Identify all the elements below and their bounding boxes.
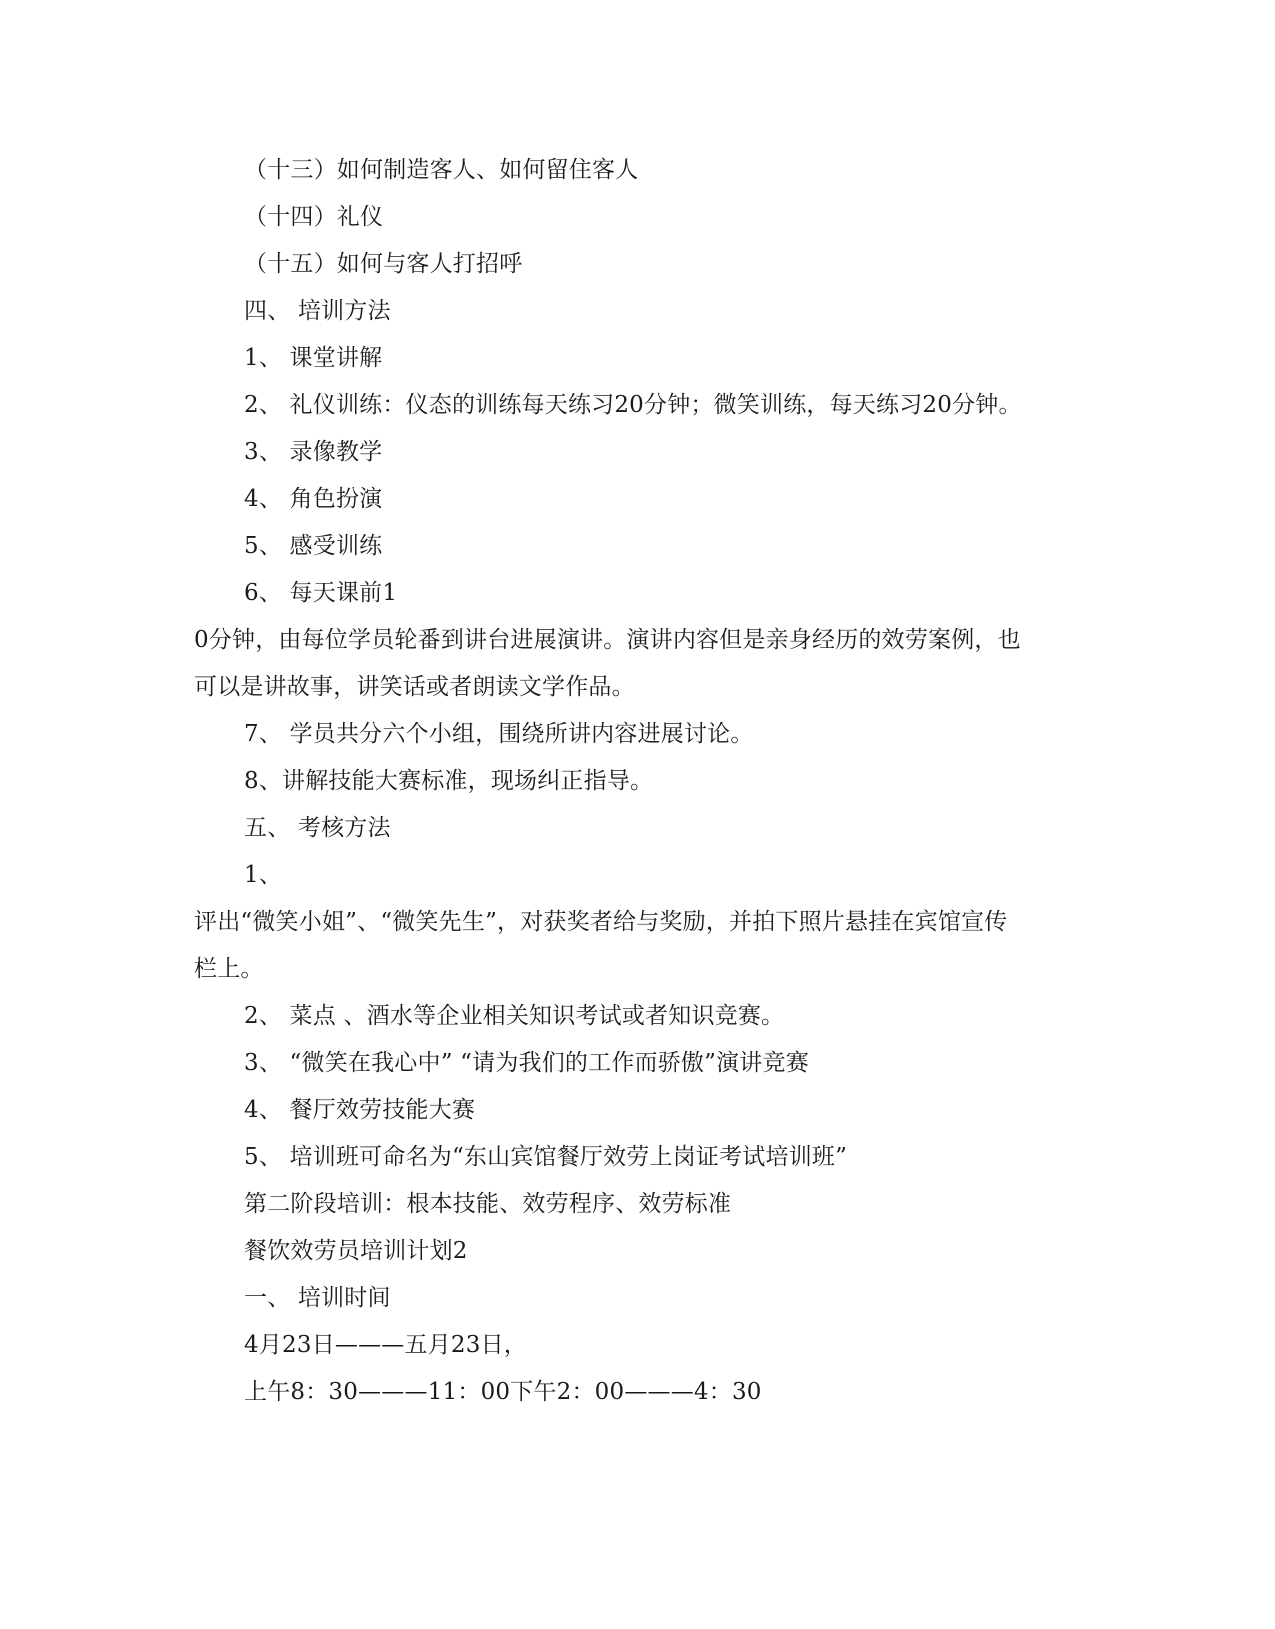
method-item-6-continuation: 0分钟，由每位学员轮番到讲台进展演讲。演讲内容但是亲身经历的效劳案例，也 [194, 627, 1021, 653]
method-item-8: 8、讲解技能大赛标准，现场纠正指导。 [244, 768, 654, 794]
line-item-15: （十五）如何与客人打招呼 [244, 251, 523, 277]
method-item-4: 4、 角色扮演 [244, 486, 383, 512]
method-item-5: 5、 感受训练 [244, 533, 383, 559]
section-heading-assessment-methods: 五、 考核方法 [244, 815, 391, 841]
stage-two-heading: 第二阶段培训：根本技能、效劳程序、效劳标准 [244, 1191, 732, 1217]
section-heading-training-methods: 四、 培训方法 [244, 298, 391, 324]
assessment-item-4: 4、 餐厅效劳技能大赛 [244, 1097, 476, 1123]
section-heading-training-time: 一、 培训时间 [244, 1285, 391, 1311]
method-item-1: 1、 课堂讲解 [244, 345, 383, 371]
assessment-item-2: 2、 菜点 、酒水等企业相关知识考试或者知识竞赛。 [244, 1003, 785, 1029]
method-item-3: 3、 录像教学 [244, 439, 383, 465]
assessment-item-1-continuation-2: 栏上。 [194, 956, 264, 982]
assessment-item-3: 3、 “微笑在我心中” “请为我们的工作而骄傲”演讲竞赛 [244, 1050, 809, 1076]
method-item-7: 7、 学员共分六个小组，围绕所讲内容进展讨论。 [244, 721, 754, 747]
assessment-item-1: 1、 [244, 862, 283, 888]
training-hours: 上午8：30———11：00下午2：00———4：30 [244, 1379, 762, 1405]
plan-2-title: 餐饮效劳员培训计划2 [244, 1238, 468, 1264]
method-item-6: 6、 每天课前1 [244, 580, 398, 606]
line-item-14: （十四）礼仪 [244, 204, 384, 230]
assessment-item-5: 5、 培训班可命名为“东山宾馆餐厅效劳上岗证考试培训班” [244, 1144, 848, 1170]
method-item-6-continuation-2: 可以是讲故事，讲笑话或者朗读文学作品。 [194, 674, 635, 700]
line-item-13: （十三）如何制造客人、如何留住客人 [244, 157, 639, 183]
training-date-range: 4月23日———五月23日， [244, 1332, 527, 1358]
method-item-2: 2、 礼仪训练：仪态的训练每天练习20分钟；微笑训练，每天练习20分钟。 [244, 392, 1022, 418]
assessment-item-1-continuation: 评出“微笑小姐”、“微笑先生”，对获奖者给与奖励，并拍下照片悬挂在宾馆宣传 [194, 909, 1008, 935]
